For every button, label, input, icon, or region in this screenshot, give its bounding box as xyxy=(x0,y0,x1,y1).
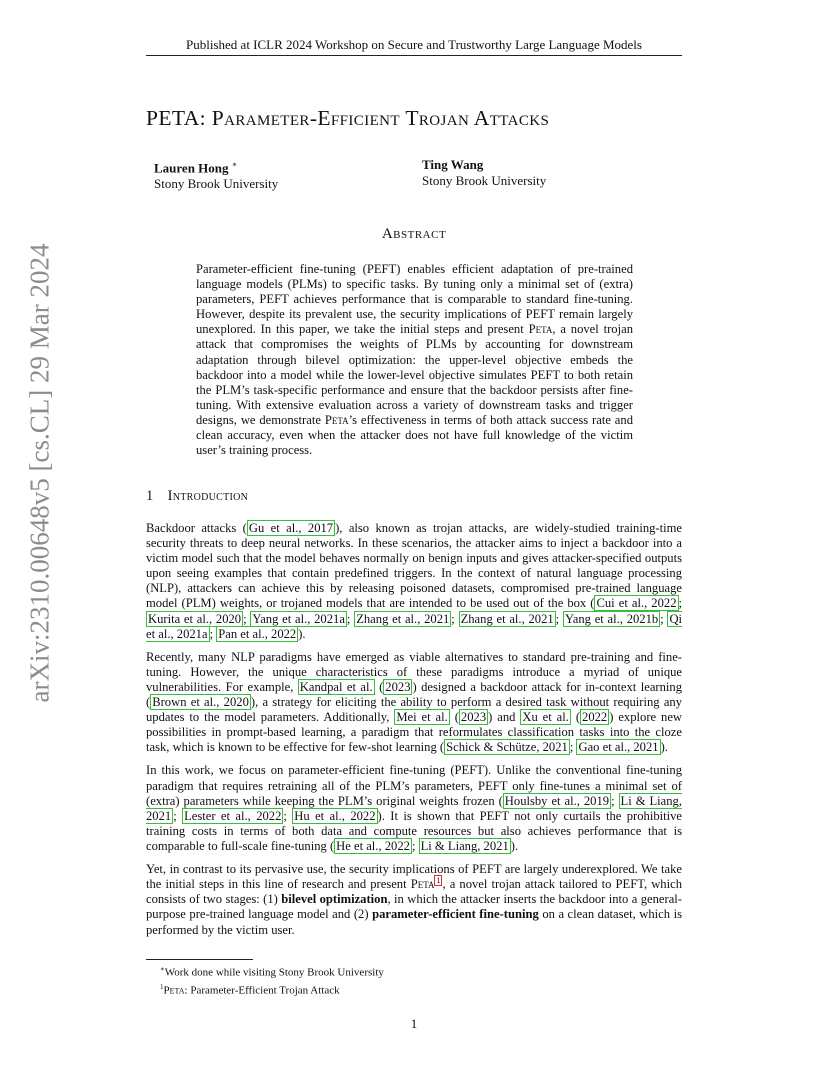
citation-link[interactable]: Zhang et al., 2021 xyxy=(460,611,554,626)
running-header: Published at ICLR 2024 Workshop on Secure and Trustworthy Large Language Models xyxy=(186,37,642,52)
citation-link[interactable]: He et al., 2022 xyxy=(336,838,410,853)
citation-link[interactable]: Gu et al., 2017 xyxy=(248,521,334,535)
section-heading: 1 Introduction xyxy=(146,488,249,504)
paragraph-3: In this work, we focus on parameter-efficient fine-tuning (PEFT). Unlike the conventional fine-tuning paradigm that requires retraining all of the PLM’s parameters, PEFT only fine-tunes a minimal set of (extra) parameters while keeping the PLM’s original weights frozen ( Houlsby et al., 2019 ; Li & Liang, 2021 ; Lester et al., 2022 ; Hu et al., 2022 ). It is shown that PEFT not only curtails the prohibitive training costs in terms of both data and compute resources but also achieves performance that is comparable to full-scale fine-tuning ( He et al., 2022 ; Li & Liang, 2021 ). xyxy=(146,763,683,853)
footnote-1: ∗Work done while visiting Stony Brook University xyxy=(160,965,384,979)
author-affiliation: Stony Brook University xyxy=(422,173,547,188)
citation-link[interactable]: Gao et al., 2021 xyxy=(578,740,659,755)
author-block-2 xyxy=(422,157,546,189)
citation-link[interactable]: Houlsby et al., 2019 xyxy=(504,793,610,808)
author-affiliation: Stony Brook University xyxy=(154,176,279,192)
footnote-2: $^1$Peta: Parameter-Efficient Trojan Attack xyxy=(160,982,340,997)
paragraph-2: Recently, many NLP paradigms have emerged as viable alternatives to standard pre-training and fine-tuning. However, the unique characteristics of these paradigms introduce a myriad of unique vulnerabilities. For example, Kandpal et al. ( 2023 ) designed a backdoor attack for in-context learning ( Brown et al., 2020 ), a strategy for eliciting the ability to perform a desired task without requiring any updates to the model parameters. Additionally, Mei et al. ( 2023 ) and Xu et al. ( 2022 ) explore new possibilities in prompt-based learning, a paradigm that reformulates classification tasks into the cloze task, which is known to be effective for few-shot learning ( Schick & Schütze, 2021 ; Gao et al., 2021 ). xyxy=(146,649,683,755)
citation-link[interactable]: Yang et al., 2021b xyxy=(564,611,659,626)
header-rule xyxy=(146,55,682,56)
citation-link[interactable]: Qi et al., 2021a xyxy=(146,611,683,641)
citation-link[interactable]: Brown et al., 2020 xyxy=(152,695,249,710)
citation-link[interactable]: 2023 xyxy=(460,710,487,725)
citation-link[interactable]: Zhang et al., 2021 xyxy=(356,611,450,626)
citation-link[interactable]: Li & Liang, 2021 xyxy=(146,793,683,823)
citation-link[interactable]: Mei et al. xyxy=(396,710,448,725)
paper-title: PETA: Parameter-Efficient Trojan Attacks xyxy=(146,106,550,130)
method-name: Peta xyxy=(410,877,435,892)
citation-link[interactable]: Schick & Schütze, 2021 xyxy=(446,740,568,755)
citation-link[interactable]: Lester et al., 2022 xyxy=(184,808,282,823)
footnotes xyxy=(160,962,384,997)
footnote-rule xyxy=(146,959,253,960)
citation-link[interactable]: Kurita et al., 2020 xyxy=(148,611,242,626)
citation-link[interactable]: Li & Liang, 2021 xyxy=(420,838,509,853)
method-name: Peta xyxy=(528,322,553,337)
method-name: Peta xyxy=(324,412,349,427)
citation-link[interactable]: Kandpal et al. xyxy=(299,679,373,694)
author-name: Lauren Hong xyxy=(154,160,229,176)
citation-link[interactable]: Pan et al., 2022 xyxy=(218,626,297,641)
citation-link[interactable]: 2023 xyxy=(385,679,411,694)
paragraph-4: Yet, in contrast to its pervasive use, the security implications of PEFT are largely underexplored. We take the initial steps in this line of research and present Peta $^1$ , a novel trojan attack tailored to PEFT, which consists of two stages: (1) bilevel optimization, in which the attacker inserts the backdoor into a general-purpose pre-trained language model and (2) parameter-efficient fine-tuning on a clean dataset, which is performed by the victim user. xyxy=(146,861,682,937)
author-footnote-mark: ∗ xyxy=(231,160,238,169)
author-block-1 xyxy=(154,157,278,192)
citation-link[interactable]: Xu et al. xyxy=(522,710,569,725)
body-text xyxy=(146,521,682,946)
page-number: 1 xyxy=(410,1016,418,1031)
abstract-text: Parameter-efficient fine-tuning (PEFT) enables efficient adaptation of pre-trained language models (PLMs) to specific tasks. By tuning only a minimal set of (extra) parameters, PEFT achieves performance that is comparable to standard fine-tuning. However, despite its prevalent use, the security implications of PEFT remain largely unexplored. In this paper, we take the initial steps and present Peta, a novel trojan attack that compromises the weights of PLMs by accounting for downstream adaptation through bilevel optimization: the upper-level objective embeds the backdoor into a model while the lower-level objective simulates PEFT to both retain the PLM’s task-specific performance and ensure that the backdoor persists after fine-tuning. With extensive evaluation across a variety of downstream tasks and trigger designs, we demonstrate Peta’s effectiveness in terms of both attack success rate and clean accuracy, even when the attacker does not have full knowledge of the victim user’s training process. xyxy=(196,262,633,458)
citation-link[interactable]: Cui et al., 2022 xyxy=(596,596,677,611)
paragraph-1: Backdoor attacks ( Gu et al., 2017 ), also known as trojan attacks, are widely-studied training-time security threats to deep neural networks. In these scenarios, the attacker aims to inject a backdoor into a victim model such that the model behaves normally on benign inputs and gives attacker-specified outputs upon seeing examples that contain predefined triggers. In the context of natural language processing (NLP), attackers can achieve this by releasing poisoned datasets, compromised pre-trained language model (PLM) weights, or trojaned models that are intended to be used out of the box ( Cui et al., 2022 ; Kurita et al., 2020 ; Yang et al., 2021a ; Zhang et al., 2021 ; Zhang et al., 2021 ; Yang et al., 2021b ; Qi et al., 2021a ; Pan et al., 2022 ). xyxy=(146,521,683,641)
citation-link[interactable]: 2022 xyxy=(582,710,608,725)
footnote-link[interactable]: 1 xyxy=(436,876,441,886)
citation-link[interactable]: Hu et al., 2022 xyxy=(294,808,376,823)
citation-link[interactable]: Yang et al., 2021a xyxy=(252,611,345,626)
author-name: Ting Wang xyxy=(422,157,484,172)
abstract-heading: Abstract xyxy=(381,226,447,242)
